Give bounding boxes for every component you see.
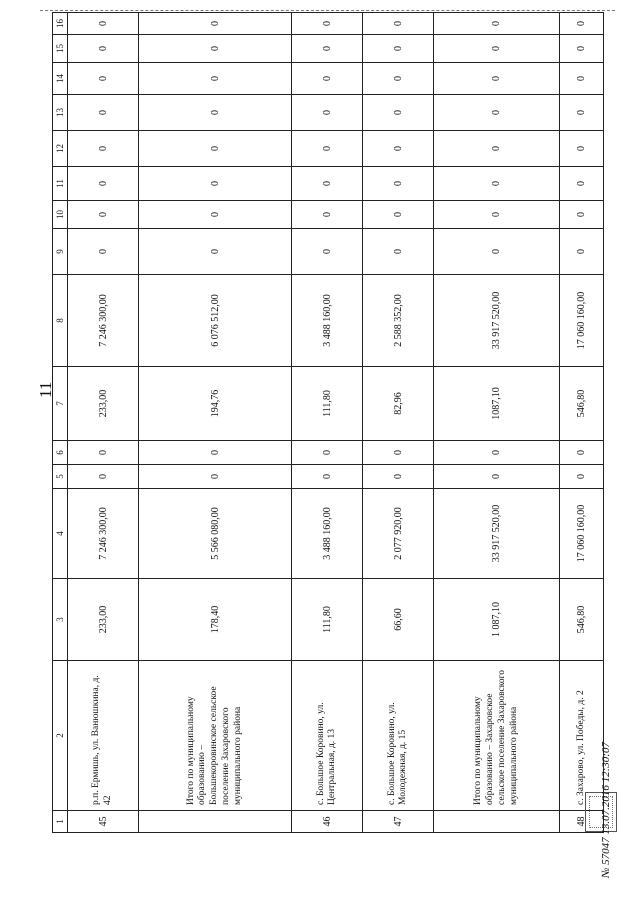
value-cell: 7 246 300,00 [68, 275, 139, 367]
column-number-header: 9 [53, 229, 68, 275]
value-cell: 0 [434, 131, 560, 167]
value-cell: 0 [139, 441, 292, 465]
column-number-header: 15 [53, 35, 68, 63]
row-number-cell: 46 [292, 811, 363, 833]
value-cell: 0 [434, 95, 560, 131]
value-cell: 0 [434, 13, 560, 35]
value-cell: 0 [363, 95, 434, 131]
value-cell: 111,80 [292, 579, 363, 661]
value-cell: 2 588 352,00 [363, 275, 434, 367]
value-cell: 0 [434, 229, 560, 275]
value-cell: 2 077 920,00 [363, 489, 434, 579]
table-row [560, 13, 604, 833]
value-cell: 0 [560, 201, 604, 229]
value-cell: 0 [139, 229, 292, 275]
value-cell: 0 [139, 35, 292, 63]
value-cell: 66,60 [363, 579, 434, 661]
value-cell: 0 [363, 131, 434, 167]
address-cell: с. Захарово, ул. Победы, д. 2 [560, 661, 604, 811]
column-number-header: 6 [53, 441, 68, 465]
table-header-row [53, 13, 68, 833]
value-cell: 0 [139, 63, 292, 95]
column-number-header: 5 [53, 465, 68, 489]
value-cell: 0 [363, 35, 434, 63]
value-cell: 82,96 [363, 367, 434, 441]
value-cell: 0 [139, 465, 292, 489]
value-cell: 0 [363, 201, 434, 229]
value-cell: 0 [292, 13, 363, 35]
value-cell: 0 [68, 95, 139, 131]
value-cell: 3 488 160,00 [292, 489, 363, 579]
value-cell: 0 [363, 13, 434, 35]
page-number: 11 [36, 381, 55, 398]
value-cell: 0 [139, 95, 292, 131]
value-cell: 0 [68, 441, 139, 465]
value-cell: 546,80 [560, 579, 604, 661]
value-cell: 0 [434, 63, 560, 95]
table-row [363, 13, 434, 833]
document-footer: № 57047 13.07.2016 12:30:07 [600, 742, 612, 878]
row-number-cell: 48 [560, 811, 604, 833]
value-cell: 0 [434, 465, 560, 489]
value-cell: 0 [560, 13, 604, 35]
value-cell: 194,76 [139, 367, 292, 441]
value-cell: 0 [560, 63, 604, 95]
value-cell: 0 [434, 35, 560, 63]
data-table [52, 12, 604, 833]
column-number-header: 10 [53, 201, 68, 229]
column-number-header: 7 [53, 367, 68, 441]
column-number-header: 13 [53, 95, 68, 131]
row-number-cell: 45 [68, 811, 139, 833]
value-cell: 0 [363, 441, 434, 465]
value-cell: 233,00 [68, 579, 139, 661]
value-cell: 0 [363, 229, 434, 275]
rotated-table-container [52, 13, 604, 833]
value-cell: 17 060 160,00 [560, 275, 604, 367]
value-cell: 0 [292, 441, 363, 465]
value-cell: 0 [560, 95, 604, 131]
row-number-cell [434, 811, 560, 833]
value-cell: 0 [68, 13, 139, 35]
column-number-header: 4 [53, 489, 68, 579]
table-row [292, 13, 363, 833]
value-cell: 546,80 [560, 367, 604, 441]
address-cell: с. Большое Коровино, ул. Центральная, д. 13 [292, 661, 363, 811]
address-cell: с. Большое Коровино, ул. Молодежная, д. 15 [363, 661, 434, 811]
value-cell: 33 917 520,00 [434, 489, 560, 579]
value-cell: 0 [560, 35, 604, 63]
value-cell: 0 [560, 131, 604, 167]
column-number-header: 12 [53, 131, 68, 167]
column-number-header: 3 [53, 579, 68, 661]
row-number-cell: 47 [363, 811, 434, 833]
value-cell: 1087,10 [434, 367, 560, 441]
value-cell: 0 [560, 441, 604, 465]
value-cell: 5 566 080,00 [139, 489, 292, 579]
table-row [68, 13, 139, 833]
table-row [434, 13, 560, 833]
value-cell: 0 [139, 13, 292, 35]
value-cell: 0 [434, 201, 560, 229]
value-cell: 233,00 [68, 367, 139, 441]
value-cell: 0 [68, 229, 139, 275]
value-cell: 0 [292, 201, 363, 229]
value-cell: 0 [292, 167, 363, 201]
value-cell: 0 [68, 63, 139, 95]
value-cell: 0 [560, 229, 604, 275]
value-cell: 111,80 [292, 367, 363, 441]
value-cell: 0 [560, 167, 604, 201]
value-cell: 0 [434, 167, 560, 201]
value-cell: 0 [292, 63, 363, 95]
column-number-header: 16 [53, 13, 68, 35]
value-cell: 0 [292, 35, 363, 63]
column-number-header: 2 [53, 661, 68, 811]
column-number-header: 8 [53, 275, 68, 367]
column-number-header: 11 [53, 167, 68, 201]
value-cell: 0 [560, 465, 604, 489]
value-cell: 17 060 160,00 [560, 489, 604, 579]
address-cell: Итого по муниципальному образованию – Большекоровинское сельское поселение Захаровского муниципального района [139, 661, 292, 811]
value-cell: 0 [139, 167, 292, 201]
value-cell: 0 [363, 465, 434, 489]
value-cell: 1 087,10 [434, 579, 560, 661]
column-number-header: 14 [53, 63, 68, 95]
value-cell: 0 [68, 201, 139, 229]
value-cell: 0 [434, 441, 560, 465]
value-cell: 0 [68, 465, 139, 489]
row-number-cell [139, 811, 292, 833]
value-cell: 0 [68, 167, 139, 201]
value-cell: 6 076 512,00 [139, 275, 292, 367]
value-cell: 0 [292, 465, 363, 489]
top-dashed-line [40, 10, 615, 11]
address-cell: р.п. Ермишь, ул. Ванюшкина, д. 42 [68, 661, 139, 811]
value-cell: 7 246 300,00 [68, 489, 139, 579]
address-cell: Итого по муниципальному образованию – Захаровское сельское поселение Захаровского муниципального района [434, 661, 560, 811]
value-cell: 33 917 520,00 [434, 275, 560, 367]
value-cell: 3 488 160,00 [292, 275, 363, 367]
value-cell: 0 [363, 63, 434, 95]
value-cell: 0 [139, 131, 292, 167]
value-cell: 0 [292, 229, 363, 275]
value-cell: 0 [363, 167, 434, 201]
value-cell: 0 [68, 35, 139, 63]
table-row [139, 13, 292, 833]
value-cell: 0 [292, 95, 363, 131]
value-cell: 0 [292, 131, 363, 167]
column-number-header: 1 [53, 811, 68, 833]
value-cell: 178,40 [139, 579, 292, 661]
value-cell: 0 [68, 131, 139, 167]
value-cell: 0 [139, 201, 292, 229]
